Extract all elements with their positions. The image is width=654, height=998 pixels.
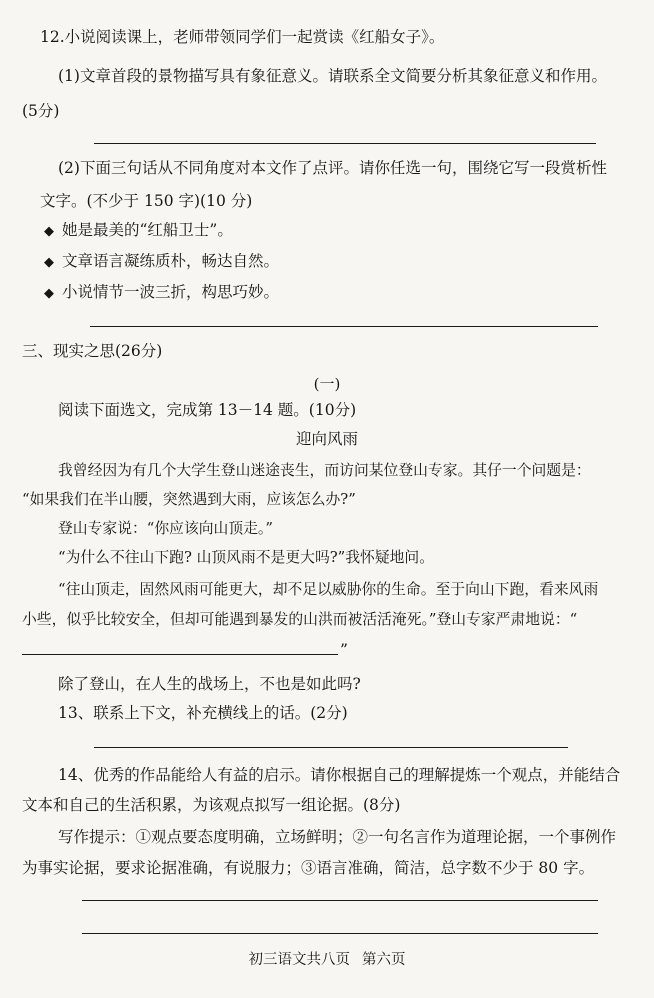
article-p1-line1: 我曾经因为有几个大学生登山迷途丧生，而访问某位登山专家。其仔一个问题是： [58, 462, 591, 479]
q14-line2: 文本和自己的生活积累，为该观点拟写一组论据。(8分) [22, 796, 401, 814]
option-3 [44, 282, 279, 304]
diamond-bullet-icon: ◆ [44, 255, 54, 270]
answer-line-4[interactable] [82, 900, 598, 901]
q12-sub1-line2: (5分) [22, 102, 60, 120]
reading-intro: 阅读下面选文，完成第 13－14 题。(10分) [58, 401, 357, 419]
footer-page-number: 第六页 [362, 952, 406, 968]
q14-line1: 14、优秀的作品能给人有益的启示。请你根据自己的理解提炼一个观点，并能结合 [58, 766, 621, 784]
diamond-bullet-icon: ◆ [44, 286, 54, 301]
diamond-bullet-icon: ◆ [44, 224, 54, 239]
answer-line-3[interactable] [94, 747, 568, 748]
fill-in-blank-line[interactable] [22, 654, 338, 655]
option-2-text: 文章语言凝练质朴，畅达自然。 [62, 252, 280, 270]
article-p1-line2: “如果我们在半山腰，突然遇到大雨，应该怎么办?” [22, 491, 356, 508]
article-p4-line1: “往山顶走，固然风雨可能更大，却不足以威胁你的生命。至于向山下跑，看来风雨 [58, 581, 599, 598]
option-1 [44, 220, 233, 242]
q12-title: 12.小说阅读课上，老师带领同学们一起赏读《红船女子》。 [40, 28, 445, 46]
footer-total-pages: 初三语文共八页 [248, 952, 350, 968]
option-1-text: 她是最美的“红船卫士”。 [62, 221, 233, 239]
answer-line-5[interactable] [82, 933, 598, 934]
q12-sub2-line2: 文字。(不少于 150 字)(10 分) [40, 192, 253, 210]
answer-line-2[interactable] [90, 326, 598, 327]
article-p5: 除了登山，在人生的战场上，不也是如此吗? [58, 675, 361, 693]
page-footer [0, 950, 654, 970]
answer-line-1[interactable] [94, 143, 596, 144]
q13-text: 13、联系上下文，补充横线上的话。(2分) [58, 704, 348, 722]
q12-sub2-line1: (2)下面三句话从不同角度对本文作了点评。请你任选一句，围绕它写一段赏析性 [58, 159, 607, 177]
q12-sub1-line1: (1)文章首段的景物描写具有象征意义。请联系全文简要分析其象征意义和作用。 [58, 67, 607, 85]
section-heading: 三、现实之思(26分) [22, 342, 163, 360]
article-title: 迎向风雨 [295, 430, 358, 448]
option-2 [44, 251, 279, 273]
article-p4-line2: 小些，似乎比较安全，但却可能遇到暴发的山洪而被活活淹死。”登山专家严肃地说：“ [22, 611, 578, 628]
hint-line2: 为事实论据，要求论据准确，有说服力；③语言准确，简洁，总字数不少于 80 字。 [22, 859, 595, 877]
part-number: (一) [313, 375, 341, 393]
hint-line1: 写作提示：①观点要态度明确，立场鲜明；②一句名言作为道理论据，一个事例作 [58, 828, 617, 846]
article-p2: 登山专家说：“你应该向山顶走。” [58, 520, 273, 537]
article-p3: “为什么不往山下跑? 山顶风雨不是更大吗?”我怀疑地问。 [58, 549, 435, 566]
closing-quote: ” [340, 641, 348, 659]
option-3-text: 小说情节一波三折，构思巧妙。 [62, 283, 280, 301]
